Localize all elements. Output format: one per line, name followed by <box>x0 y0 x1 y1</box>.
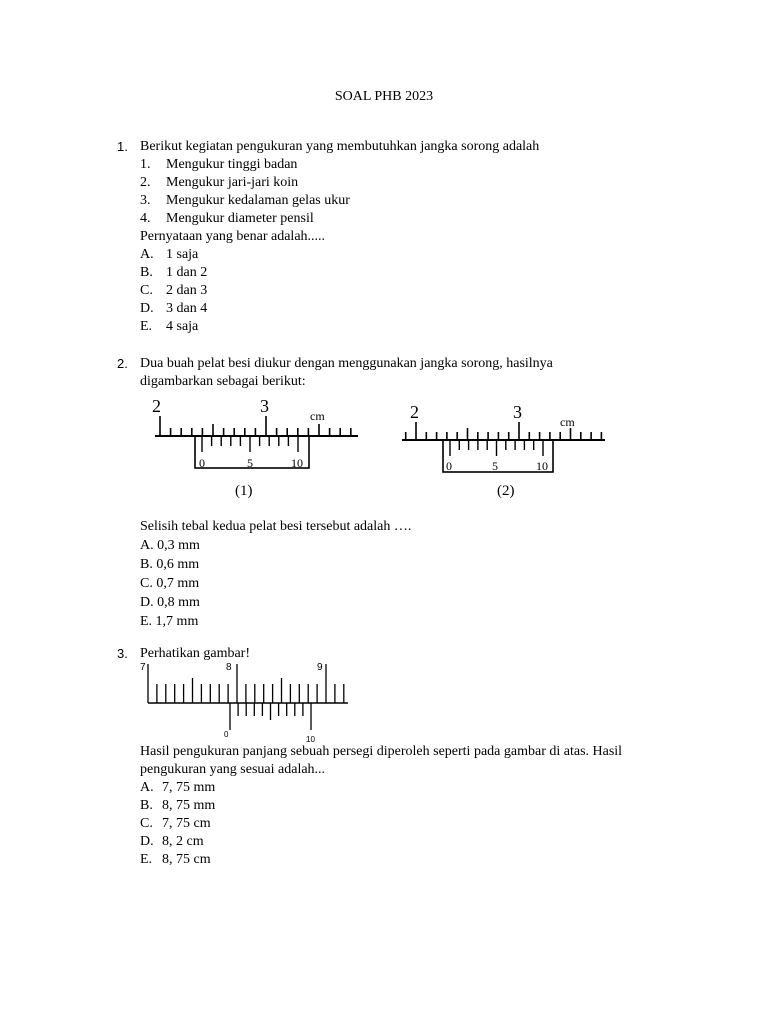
caliper-2 <box>402 402 605 499</box>
vernier-label: 5 <box>247 456 253 470</box>
option-text: 8, 2 cm <box>162 834 204 849</box>
option-text: 4 saja <box>166 319 199 334</box>
option-text: D. 0,8 mm <box>140 595 200 610</box>
main-scale-label: 2 <box>410 402 419 422</box>
option-label: E. <box>140 852 153 867</box>
option-label: D. <box>140 834 154 849</box>
option-label: A. <box>140 247 154 262</box>
main-scale-label: 9 <box>317 662 323 673</box>
option-text: 8, 75 mm <box>162 798 216 813</box>
option-text: B. 0,6 mm <box>140 557 200 572</box>
vernier-scale-figure <box>130 658 360 746</box>
caliper-1 <box>152 396 358 499</box>
option-text: 2 dan 3 <box>166 283 208 298</box>
item-number: 2. <box>140 175 151 190</box>
question-number: 2. <box>117 356 128 371</box>
main-scale-label: 3 <box>260 396 269 416</box>
main-scale-label: 2 <box>152 396 161 416</box>
unit-label: cm <box>560 415 575 429</box>
option-label: C. <box>140 283 153 298</box>
question-number: 3. <box>117 646 128 661</box>
option-text: C. 0,7 mm <box>140 576 200 591</box>
option-text: 3 dan 4 <box>166 301 208 316</box>
item-number: 3. <box>140 193 151 208</box>
item-text: Mengukur jari-jari koin <box>166 175 299 190</box>
option-text: A. 0,3 mm <box>140 538 200 553</box>
option-text: 1 dan 2 <box>166 265 208 280</box>
figure-caption: (1) <box>235 483 253 499</box>
item-number: 4. <box>140 211 151 226</box>
option-text: 1 saja <box>166 247 199 262</box>
question-stem: digambarkan sebagai berikut: <box>140 374 306 389</box>
vernier-label: 0 <box>446 459 452 473</box>
main-scale-label: 7 <box>140 662 146 673</box>
option-label: E. <box>140 319 153 334</box>
page-title: SOAL PHB 2023 <box>334 89 434 104</box>
main-scale-label: 8 <box>226 662 232 673</box>
option-label: C. <box>140 816 153 831</box>
option-text: 8, 75 cm <box>162 852 211 867</box>
figure-caption: (2) <box>497 483 515 499</box>
question-stem: Dua buah pelat besi diukur dengan menggunakan jangka sorong, hasilnya <box>140 356 553 371</box>
item-text: Mengukur diameter pensil <box>166 211 314 226</box>
option-label: B. <box>140 798 153 813</box>
option-label: A. <box>140 780 154 795</box>
question-number: 1. <box>117 139 128 154</box>
unit-label: cm <box>310 409 325 423</box>
question-prompt: pengukuran yang sesuai adalah... <box>140 762 326 777</box>
question-stem: Berikut kegiatan pengukuran yang membutuhkan jangka sorong adalah <box>140 139 540 154</box>
option-label: B. <box>140 265 153 280</box>
vernier-label: 5 <box>492 459 498 473</box>
option-label: D. <box>140 301 154 316</box>
option-text: 7, 75 cm <box>162 816 211 831</box>
vernier-label: 10 <box>536 459 548 473</box>
question-prompt: Pernyataan yang benar adalah..... <box>140 229 326 244</box>
option-text: E. 1,7 mm <box>140 614 199 629</box>
vernier-label: 0 <box>224 730 229 739</box>
vernier-caliper-figure <box>140 394 620 506</box>
question-prompt: Hasil pengukuran panjang sebuah persegi diperoleh seperti pada gambar di atas. Hasil <box>140 744 623 759</box>
vernier-label: 10 <box>291 456 303 470</box>
item-text: Mengukur tinggi badan <box>166 157 298 172</box>
option-text: 7, 75 mm <box>162 780 216 795</box>
main-scale-label: 3 <box>513 402 522 422</box>
item-number: 1. <box>140 157 151 172</box>
vernier-label: 0 <box>199 456 205 470</box>
item-text: Mengukur kedalaman gelas ukur <box>166 193 350 208</box>
question-stem: Perhatikan gambar! <box>140 646 251 661</box>
question-prompt: Selisih tebal kedua pelat besi tersebut adalah …. <box>140 519 412 534</box>
vernier-label: 10 <box>306 735 315 744</box>
